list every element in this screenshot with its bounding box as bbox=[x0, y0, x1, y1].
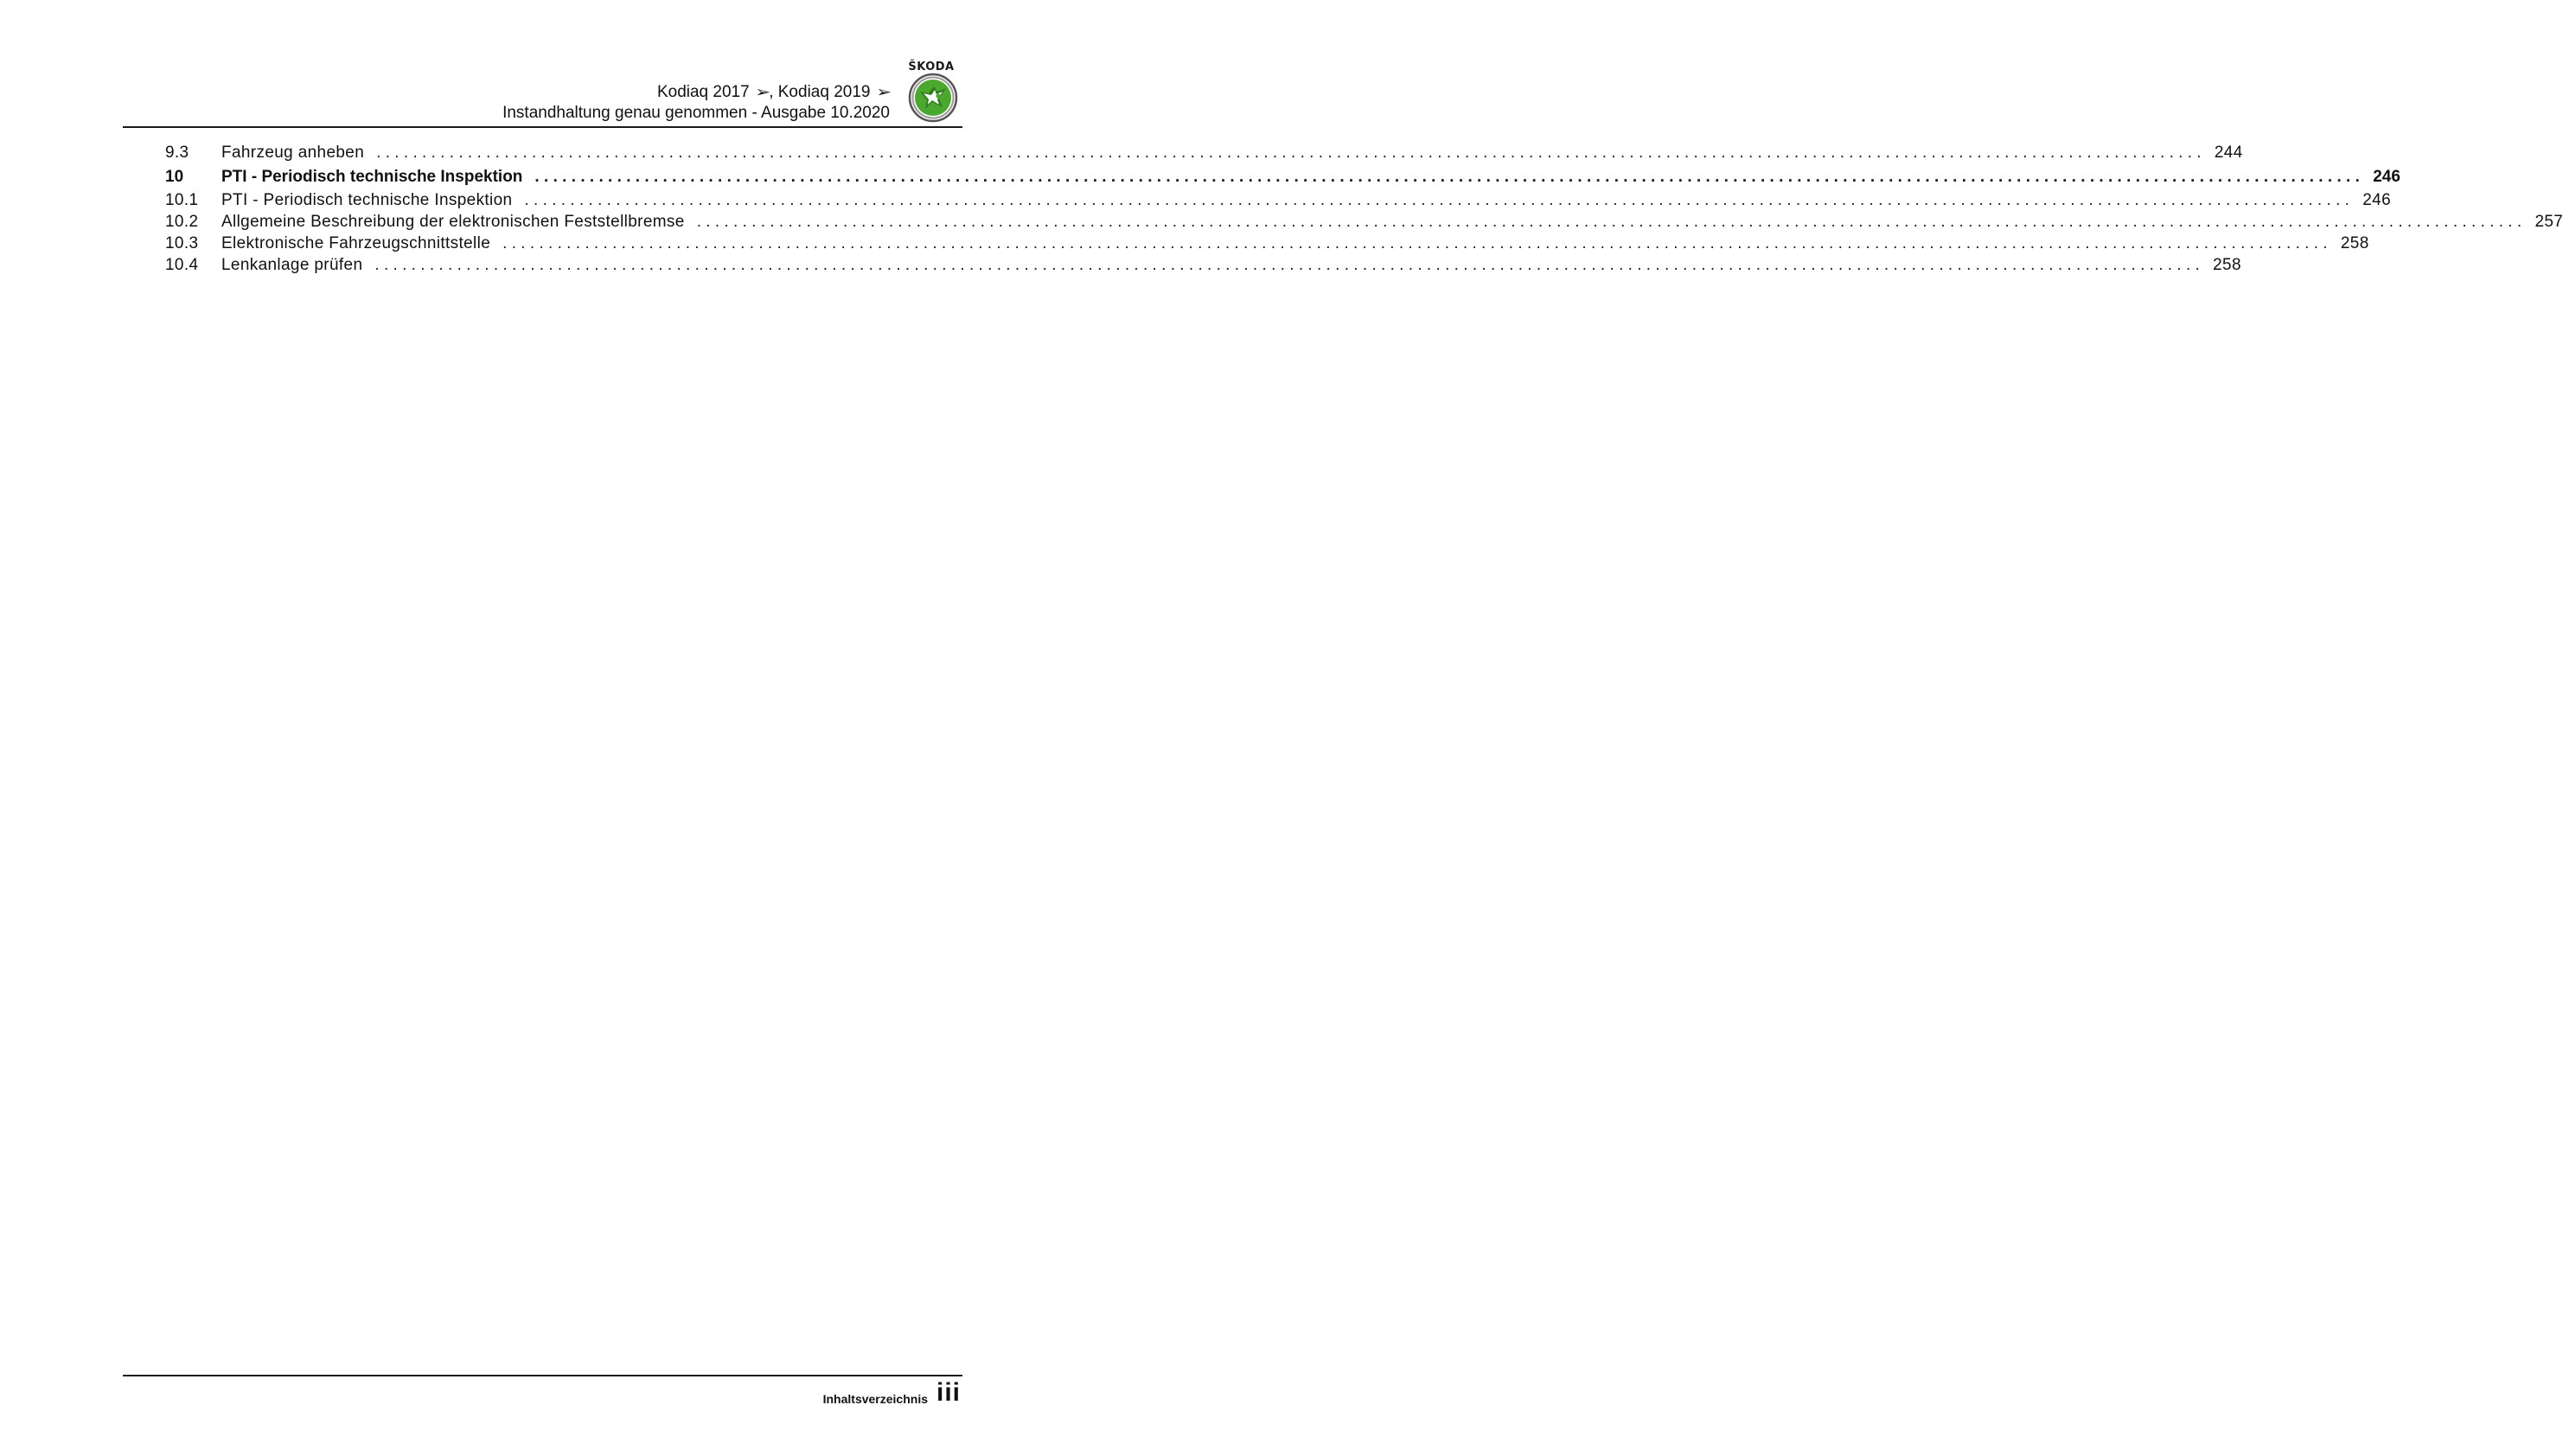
toc-entry-number: 9.3 bbox=[165, 144, 189, 162]
header-subtitle: Instandhaltung genau genommen - Ausgabe 10.2020 bbox=[502, 104, 890, 122]
toc-entry-page: 258 bbox=[2340, 234, 2369, 252]
header-model-2017: Kodiaq 2017 bbox=[656, 83, 750, 101]
toc-entry-title: PTI - Periodisch technische Inspektion bbox=[221, 191, 513, 209]
footer-page-number: iii bbox=[936, 1378, 961, 1407]
toc-entry-number: 10.1 bbox=[165, 191, 199, 209]
toc-entry-title: Elektronische Fahrzeugschnittstelle bbox=[221, 234, 491, 252]
toc-entry[interactable] bbox=[165, 213, 2563, 234]
table-of-contents bbox=[165, 144, 2563, 278]
toc-entry[interactable] bbox=[165, 168, 2400, 191]
toc-dot-leader: ........................................................................................................................................................................................................ bbox=[534, 168, 2365, 186]
toc-entry-number: 10 bbox=[165, 168, 184, 186]
toc-entry-number: 10.4 bbox=[165, 256, 199, 274]
toc-entry-title: Allgemeine Beschreibung der elektronischen Feststellbremse bbox=[221, 213, 685, 231]
toc-entry-number: 10.3 bbox=[165, 234, 199, 252]
arrow-right-icon: ➢ bbox=[755, 84, 770, 100]
toc-entry-page: 246 bbox=[2373, 168, 2400, 186]
header-divider bbox=[123, 126, 962, 128]
toc-entry-page: 244 bbox=[2214, 144, 2243, 162]
toc-dot-leader: ........................................................................................................................................................................................................ bbox=[502, 234, 2332, 252]
skoda-logo-icon bbox=[908, 73, 958, 123]
toc-entry-title: Lenkanlage prüfen bbox=[221, 256, 363, 274]
toc-entry-title: PTI - Periodisch technische Inspektion bbox=[221, 168, 523, 186]
footer-section-label: Inhaltsverzeichnis bbox=[822, 1392, 928, 1406]
toc-entry-number: 10.2 bbox=[165, 213, 199, 231]
toc-entry[interactable] bbox=[165, 191, 2391, 213]
footer-divider bbox=[123, 1375, 962, 1376]
toc-dot-leader: ........................................................................................................................................................................................................ bbox=[524, 191, 2355, 209]
header-models bbox=[657, 83, 890, 102]
toc-dot-leader: ........................................................................................................................................................................................................ bbox=[374, 256, 2205, 274]
toc-entry[interactable] bbox=[165, 256, 2241, 278]
toc-entry-page: 246 bbox=[2362, 191, 2391, 209]
toc-entry[interactable] bbox=[165, 234, 2369, 256]
toc-dot-leader: ........................................................................................................................................................................................................ bbox=[376, 144, 2206, 162]
toc-entry-page: 257 bbox=[2534, 213, 2563, 231]
toc-entry[interactable] bbox=[165, 144, 2243, 165]
toc-dot-leader: ........................................................................................................................................................................................................ bbox=[696, 213, 2527, 231]
header-model-2019: , Kodiaq 2019 bbox=[769, 83, 871, 101]
arrow-right-icon: ➢ bbox=[875, 84, 892, 100]
toc-entry-title: Fahrzeug anheben bbox=[221, 144, 365, 162]
toc-entry-page: 258 bbox=[2213, 256, 2241, 274]
brand-wordmark: ŠKODA bbox=[908, 61, 955, 73]
